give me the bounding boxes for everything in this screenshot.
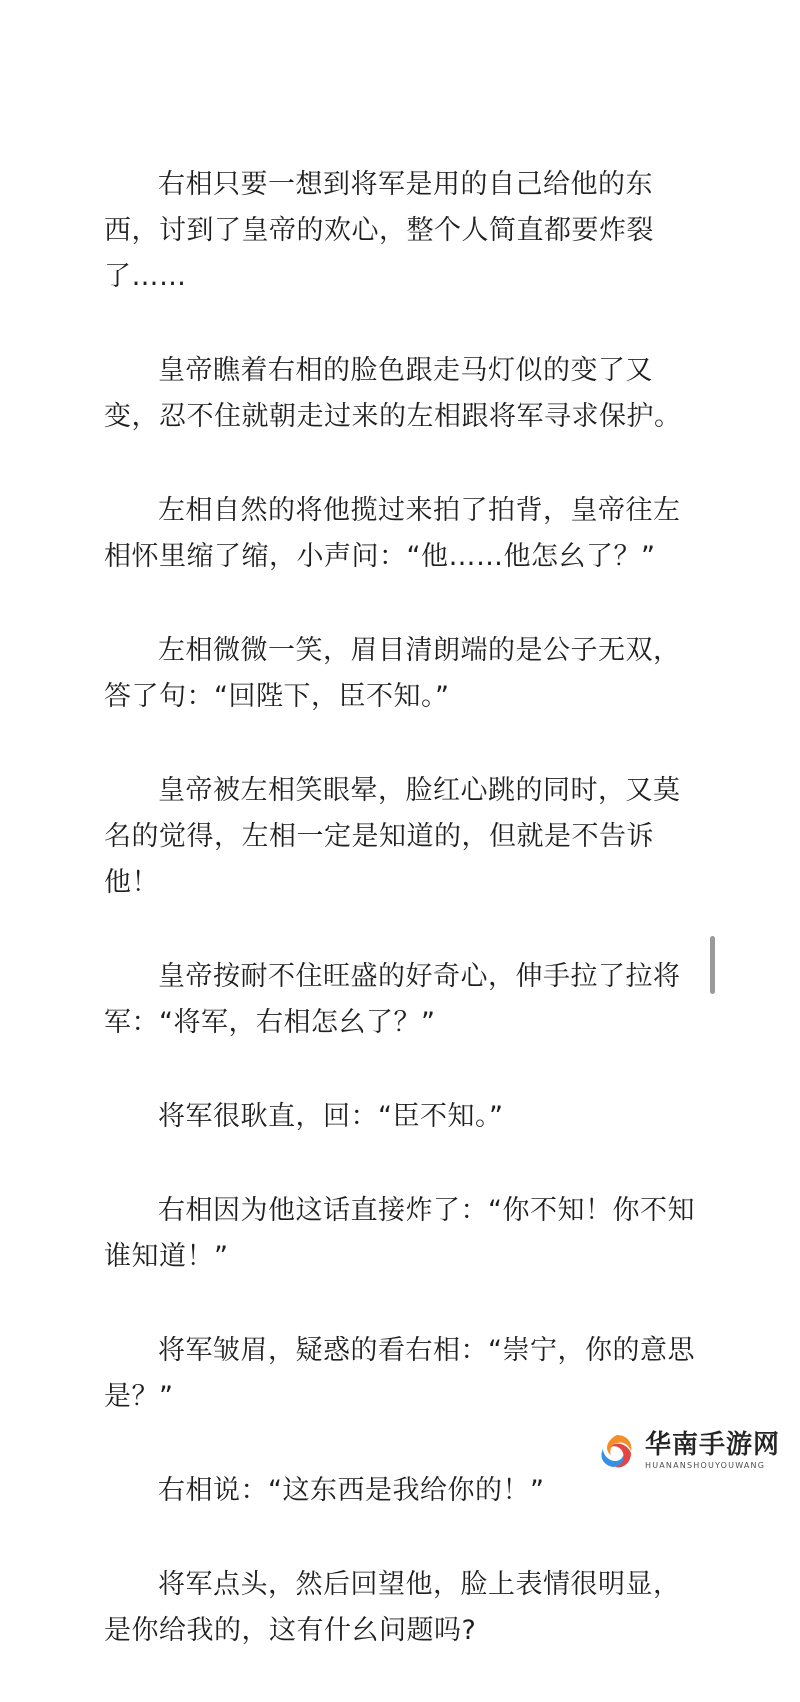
reader-content [104, 162, 702, 1702]
paragraph: 右相因为他这话直接炸了：“你不知！你不知谁知道！” [104, 1195, 695, 1272]
paragraph: 左相自然的将他揽过来拍了拍背，皇帝往左相怀里缩了缩，小声问：“他……他怎幺了？” [104, 495, 681, 572]
paragraph: 将军皱眉，疑惑的看右相：“崇宁，你的意思是？” [104, 1335, 695, 1412]
paragraph: 皇帝被左相笑眼晕，脸红心跳的同时，又莫名的觉得，左相一定是知道的，但就是不告诉他！ [104, 775, 681, 898]
paragraph: 右相说：“这东西是我给你的！” [158, 1475, 545, 1506]
scrollbar-thumb[interactable] [710, 936, 715, 994]
paragraph: 皇帝按耐不住旺盛的好奇心，伸手拉了拉将军：“将军，右相怎幺了？” [104, 961, 681, 1038]
watermark-name: 华南手游网 [644, 1430, 780, 1460]
paragraph: 右相只要一想到将军是用的自己给他的东西，讨到了皇帝的欢心，整个人简直都要炸裂了…… [104, 169, 654, 292]
swirl-logo-icon [597, 1431, 637, 1471]
paragraph: 将军很耿直，回：“臣不知。” [158, 1101, 504, 1132]
watermark-subtitle: HUANANSHOUYOUWANG [644, 1461, 766, 1470]
paragraph: 左相微微一笑，眉目清朗端的是公子无双，答了句：“回陛下，臣不知。” [104, 635, 681, 712]
site-watermark [597, 1431, 780, 1471]
paragraph: 将军点头，然后回望他，脸上表情很明显，是你给我的，这有什幺问题吗? [104, 1569, 681, 1646]
paragraph: 皇帝瞧着右相的脸色跟走马灯似的变了又变，忍不住就朝走过来的左相跟将军寻求保护。 [104, 355, 682, 432]
